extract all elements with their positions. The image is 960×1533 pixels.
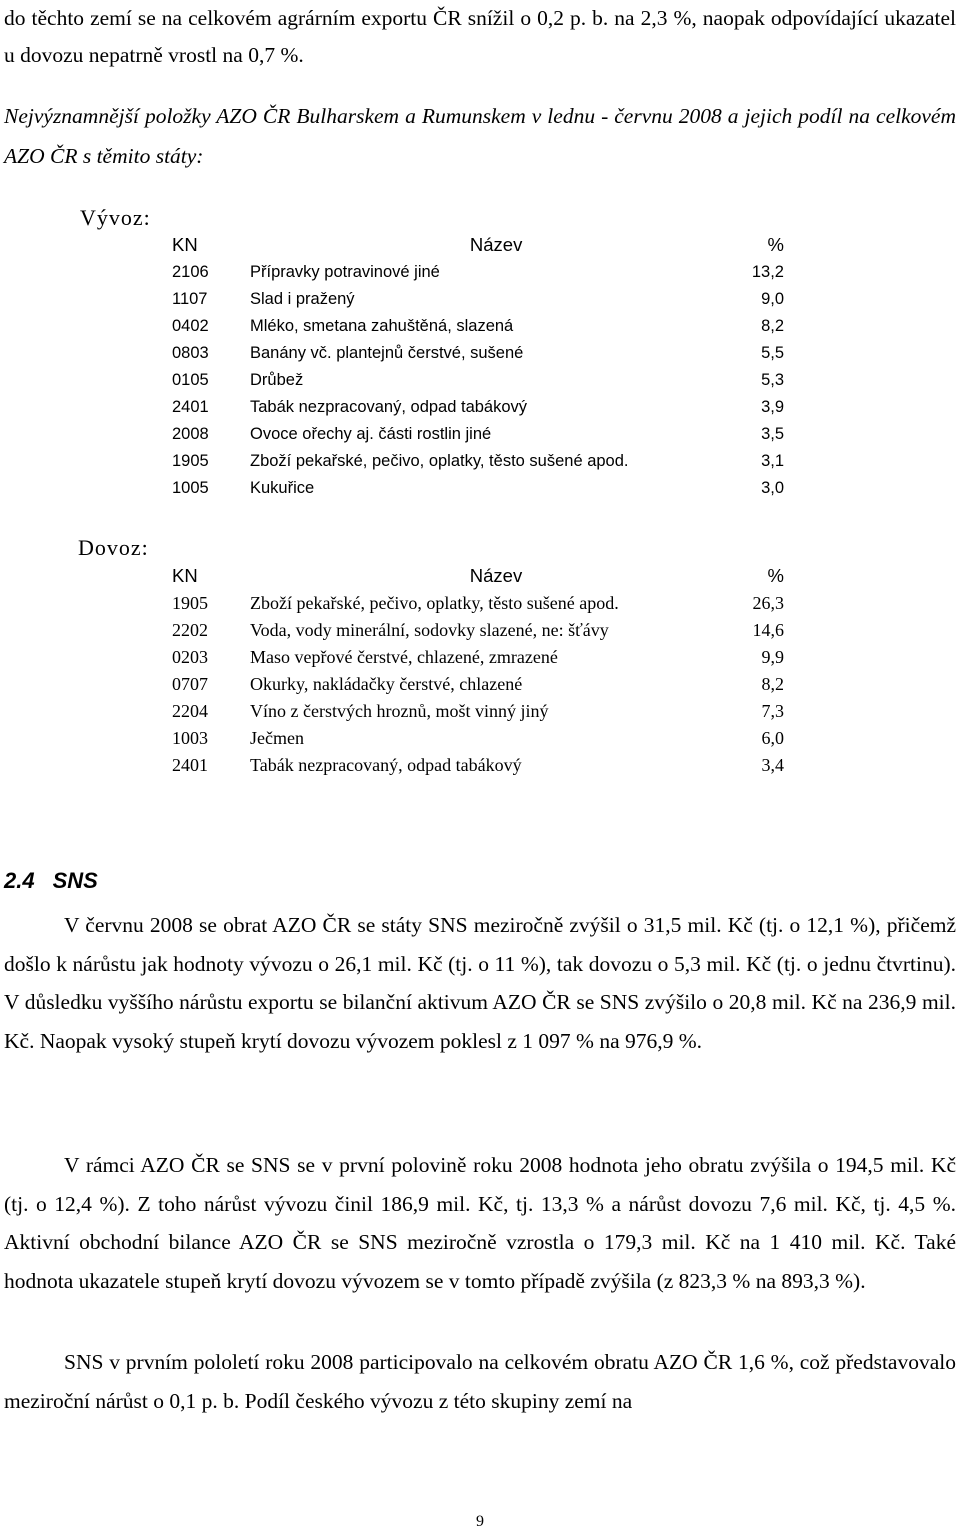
cell-pct: 8,2	[761, 317, 784, 335]
cell-kn: 2008	[172, 425, 209, 443]
cell-pct: 6,0	[761, 728, 784, 748]
table-row	[172, 698, 784, 725]
page-number: 9	[476, 1513, 484, 1530]
cell-name: Maso vepřové čerstvé, chlazené, zmrazené	[250, 647, 558, 667]
table-row	[172, 313, 784, 340]
cell-pct: 3,9	[761, 398, 784, 416]
export-label: Vývoz:	[80, 205, 151, 230]
import-table-body	[172, 590, 784, 779]
cell-kn: 1107	[172, 290, 208, 308]
cell-pct: 9,9	[761, 647, 784, 667]
cell-name: Ječmen	[250, 728, 304, 748]
cell-pct: 5,5	[761, 344, 784, 362]
cell-pct: 3,5	[761, 425, 784, 443]
cell-pct: 8,2	[761, 674, 784, 694]
import-header-kn: KN	[172, 565, 198, 586]
import-table	[172, 562, 784, 779]
cell-name: Voda, vody minerální, sodovky slazené, ne: šťávy	[250, 620, 609, 640]
sns-heading	[4, 868, 98, 894]
cell-kn: 2204	[172, 701, 208, 721]
cell-kn: 1005	[172, 479, 209, 497]
table-row	[172, 394, 784, 421]
intro-paragraph: do těchto zemí se na celkovém agrárním exportu ČR snížil o 0,2 p. b. na 2,3 %, naopak odpovídající ukazatel u dovozu nepatrně vrostl na 0,7 %.	[4, 6, 956, 67]
import-header-name: Název	[469, 565, 523, 586]
import-label: Dovoz:	[78, 535, 149, 560]
cell-kn: 1905	[172, 452, 209, 470]
cell-kn: 2401	[172, 755, 208, 775]
cell-kn: 0402	[172, 317, 209, 335]
cell-pct: 3,1	[761, 452, 784, 470]
cell-kn: 0105	[172, 371, 209, 389]
cell-kn: 1905	[172, 593, 208, 613]
sns-paragraph-2: V rámci AZO ČR se SNS se v první polovině roku 2008 hodnota jeho obratu zvýšila o 194,5 mil. Kč (tj. o 12,4 %). Z toho nárůst vývozu činil 186,9 mil. Kč, tj. 13,3 % a nárůst dovozu 7,6 mil. Kč, tj. 4,5 %. Aktivní obchodní bilance AZO ČR se SNS meziročně vzrostla o 179,3 mil. Kč na 1 410 mil. Kč. Také hodnota ukazatele stupeň krytí dovozu vývozem se v tomto případě zvýšila (z 823,3 % na 893,3 %).	[4, 1153, 956, 1293]
table-row	[172, 752, 784, 779]
sns-heading-number: 2.4	[4, 868, 35, 893]
table-row	[172, 448, 784, 475]
cell-name: Zboží pekařské, pečivo, oplatky, těsto sušené apod.	[250, 452, 629, 470]
import-header-pct: %	[767, 565, 784, 586]
cell-name: Drůbež	[250, 371, 304, 389]
section-heading: Nejvýznamnější položky AZO ČR Bulharskem a Rumunskem v lednu - červnu 2008 a jejich podíl na celkovém AZO ČR s těmito státy:	[4, 104, 956, 168]
table-row	[172, 340, 784, 367]
cell-kn: 2202	[172, 620, 208, 640]
cell-name: Okurky, nakládačky čerstvé, chlazené	[250, 674, 523, 694]
table-row	[172, 421, 784, 448]
export-header-pct: %	[767, 234, 784, 255]
cell-pct: 14,6	[752, 620, 784, 640]
cell-pct: 7,3	[761, 701, 784, 721]
sns-heading-title: SNS	[52, 868, 98, 893]
sns-paragraph-1: V červnu 2008 se obrat AZO ČR se státy SNS meziročně zvýšil o 31,5 mil. Kč (tj. o 12,1 %), přičemž došlo k nárůstu jak hodnoty vývozu o 26,1 mil. Kč (tj. o 11 %), tak dovozu o 5,3 mil. Kč (tj. o jednu čtvrtinu). V důsledku vyššího nárůstu exportu se bilanční aktivum AZO ČR se SNS zvýšilo o 20,8 mil. Kč na 236,9 mil. Kč. Naopak vysoký stupeň krytí dovozu vývozem poklesl z 1 097 % na 976,9 %.	[4, 913, 956, 1053]
cell-name: Kukuřice	[250, 479, 315, 497]
cell-name: Banány vč. plantejnů čerstvé, sušené	[250, 344, 524, 362]
table-row	[172, 590, 784, 617]
cell-kn: 0803	[172, 344, 209, 362]
cell-name: Přípravky potravinové jiné	[250, 263, 440, 281]
table-row	[172, 259, 784, 286]
cell-kn: 0203	[172, 647, 208, 667]
table-row	[172, 644, 784, 671]
cell-name: Tabák nezpracovaný, odpad tabákový	[250, 398, 528, 416]
cell-kn: 1003	[172, 728, 208, 748]
cell-name: Zboží pekařské, pečivo, oplatky, těsto sušené apod.	[250, 593, 619, 613]
cell-name: Víno z čerstvých hroznů, mošt vinný jiný	[250, 701, 549, 721]
cell-pct: 3,4	[761, 755, 784, 775]
export-table-body	[172, 259, 784, 502]
table-row	[172, 286, 784, 313]
cell-name: Tabák nezpracovaný, odpad tabákový	[250, 755, 522, 775]
cell-kn: 2106	[172, 263, 209, 281]
export-header-kn: KN	[172, 234, 198, 255]
table-row	[172, 617, 784, 644]
cell-pct: 9,0	[761, 290, 784, 308]
cell-pct: 13,2	[751, 263, 784, 281]
cell-kn: 2401	[172, 398, 209, 416]
cell-name: Slad i pražený	[250, 290, 355, 308]
table-row	[172, 725, 784, 752]
table-row	[172, 475, 784, 502]
export-header-name: Název	[469, 234, 523, 255]
cell-name: Ovoce ořechy aj. části rostlin jiné	[250, 425, 492, 443]
table-row	[172, 367, 784, 394]
export-table	[172, 231, 784, 502]
cell-kn: 0707	[172, 674, 208, 694]
cell-name: Mléko, smetana zahuštěná, slazená	[250, 317, 514, 335]
cell-pct: 3,0	[761, 479, 784, 497]
sns-paragraph-3: SNS v prvním pololetí roku 2008 participovalo na celkovém obratu AZO ČR 1,6 %, což představovalo meziroční nárůst o 0,1 p. b. Podíl českého vývozu z této skupiny zemí na	[4, 1350, 956, 1413]
cell-pct: 5,3	[761, 371, 784, 389]
cell-pct: 26,3	[752, 593, 784, 613]
table-row	[172, 671, 784, 698]
